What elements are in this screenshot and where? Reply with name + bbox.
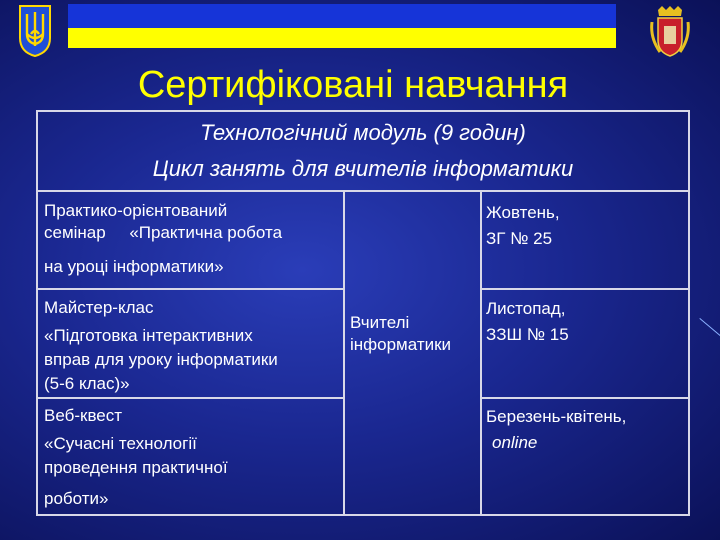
- when-line: ЗЗШ № 15: [486, 325, 569, 344]
- event-line: семінар «Практична робота: [44, 223, 283, 242]
- audience-line: Вчителі: [350, 313, 410, 332]
- event-line: Веб-квест: [44, 406, 123, 425]
- event-cell-webquest-tail: роботи»: [44, 489, 109, 508]
- when-line: ЗГ № 25: [486, 229, 553, 248]
- when-line-online: online: [492, 433, 538, 452]
- row-divider: [480, 288, 688, 290]
- column-divider: [343, 190, 345, 514]
- event-cell-seminar-tail: на уроці інформатики»: [44, 257, 224, 276]
- flag-blue-stripe: [68, 4, 616, 28]
- flag-yellow-stripe: [68, 28, 616, 48]
- decorative-line: [699, 318, 720, 341]
- event-line: проведення практичної: [44, 458, 228, 477]
- header-cycle: Цикл занять для вчителів інформатики: [152, 156, 574, 181]
- zhytomyr-oblast-coat-of-arms-icon: [650, 4, 690, 60]
- column-divider: [480, 190, 482, 514]
- header-module: Технологічний модуль (9 годин): [200, 120, 526, 145]
- ukraine-trident-emblem-icon: [18, 4, 52, 58]
- event-cell-seminar: [44, 200, 282, 244]
- when-cell-spring: [486, 404, 626, 456]
- event-line: Майстер-клас: [44, 298, 154, 317]
- when-line: Листопад,: [486, 299, 566, 318]
- event-line: «Підготовка інтерактивних: [44, 326, 253, 345]
- audience-line: інформатики: [350, 335, 452, 354]
- table-header: [38, 112, 688, 192]
- when-cell-october: [486, 200, 560, 252]
- event-line: вправ для уроку інформатики: [44, 350, 278, 369]
- when-cell-november: [486, 296, 569, 348]
- training-table: [36, 110, 690, 516]
- audience-cell: [350, 312, 451, 356]
- page-title: Сертифіковані навчання: [137, 64, 569, 106]
- row-divider: [38, 397, 345, 399]
- when-line: Березень-квітень,: [486, 407, 627, 426]
- event-cell-masterclass: [44, 296, 278, 396]
- row-divider: [480, 397, 688, 399]
- ukraine-flag-banner: [68, 4, 616, 48]
- row-divider: [38, 288, 345, 290]
- event-line: Практико-орієнтований: [44, 201, 228, 220]
- when-line: Жовтень,: [486, 203, 560, 222]
- event-line: «Сучасні технології: [44, 434, 197, 453]
- event-cell-webquest: [44, 404, 228, 480]
- event-line: (5-6 клас)»: [44, 374, 130, 393]
